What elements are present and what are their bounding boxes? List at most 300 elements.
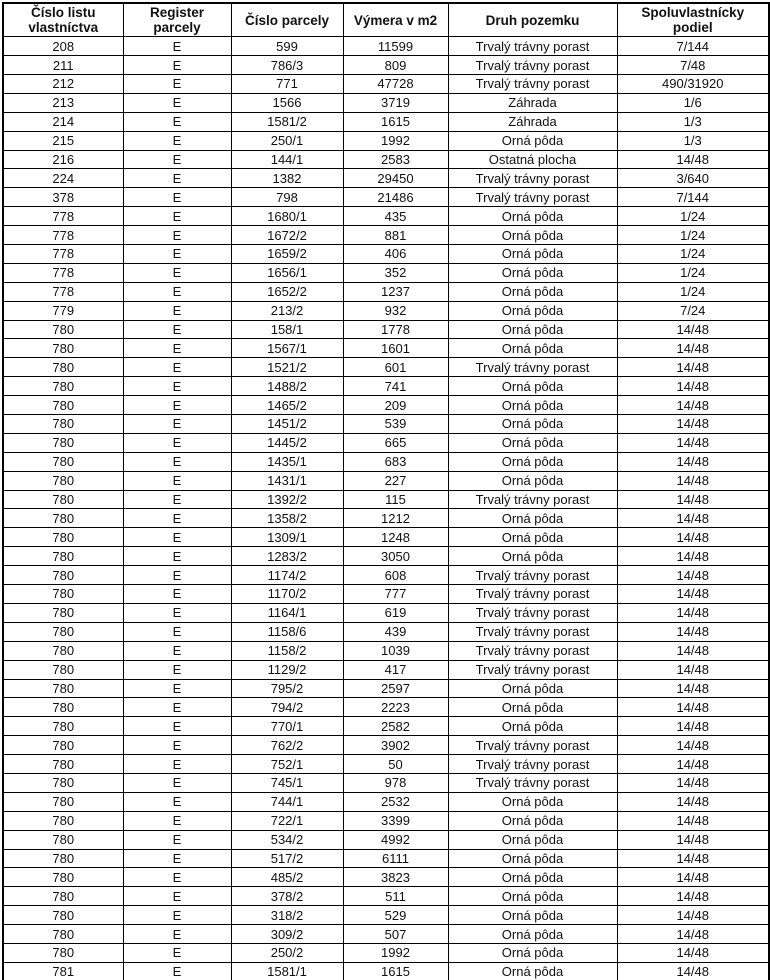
table-cell-register-parcely: E [123, 547, 231, 566]
table-cell-druh-pozemku: Orná pôda [448, 452, 617, 471]
table-cell-vymera-v-m2: 227 [343, 471, 448, 490]
table-row [3, 585, 769, 604]
table-cell-spoluvlastnicky-podiel: 1/3 [617, 112, 769, 131]
table-cell-cislo-parcely: 752/1 [231, 755, 343, 774]
table-body [3, 37, 769, 980]
table-cell-cislo-listu-vlastnictva: 780 [3, 679, 123, 698]
table-cell-cislo-listu-vlastnictva: 780 [3, 736, 123, 755]
table-cell-cislo-listu-vlastnictva: 780 [3, 528, 123, 547]
table-row [3, 490, 769, 509]
table-cell-spoluvlastnicky-podiel: 14/48 [617, 358, 769, 377]
table-cell-cislo-parcely: 1283/2 [231, 547, 343, 566]
table-row [3, 717, 769, 736]
table-cell-cislo-parcely: 485/2 [231, 868, 343, 887]
table-cell-register-parcely: E [123, 736, 231, 755]
table-row [3, 509, 769, 528]
table-row [3, 943, 769, 962]
table-row [3, 112, 769, 131]
table-cell-register-parcely: E [123, 131, 231, 150]
table-cell-vymera-v-m2: 539 [343, 415, 448, 434]
table-cell-cislo-listu-vlastnictva: 780 [3, 490, 123, 509]
table-cell-cislo-parcely: 1581/1 [231, 962, 343, 980]
table-row [3, 925, 769, 944]
table-cell-cislo-parcely: 770/1 [231, 717, 343, 736]
table-cell-cislo-listu-vlastnictva: 780 [3, 849, 123, 868]
table-cell-vymera-v-m2: 417 [343, 660, 448, 679]
table-cell-druh-pozemku: Orná pôda [448, 301, 617, 320]
table-cell-cislo-listu-vlastnictva: 779 [3, 301, 123, 320]
table-cell-cislo-parcely: 309/2 [231, 925, 343, 944]
table-cell-cislo-listu-vlastnictva: 780 [3, 792, 123, 811]
table-cell-cislo-parcely: 1521/2 [231, 358, 343, 377]
table-row [3, 245, 769, 264]
table-cell-cislo-listu-vlastnictva: 778 [3, 207, 123, 226]
table-cell-register-parcely: E [123, 641, 231, 660]
table-cell-vymera-v-m2: 406 [343, 245, 448, 264]
table-cell-druh-pozemku: Orná pôda [448, 433, 617, 452]
table-cell-cislo-listu-vlastnictva: 212 [3, 75, 123, 94]
table-cell-vymera-v-m2: 3399 [343, 811, 448, 830]
table-cell-spoluvlastnicky-podiel: 14/48 [617, 887, 769, 906]
table-cell-register-parcely: E [123, 188, 231, 207]
table-row [3, 849, 769, 868]
table-cell-spoluvlastnicky-podiel: 14/48 [617, 452, 769, 471]
table-cell-spoluvlastnicky-podiel: 7/48 [617, 56, 769, 75]
table-cell-spoluvlastnicky-podiel: 14/48 [617, 377, 769, 396]
column-header-spoluvlastnicky-podiel: Spoluvlastnícky podiel [617, 3, 769, 37]
table-cell-cislo-parcely: 1488/2 [231, 377, 343, 396]
table-cell-register-parcely: E [123, 509, 231, 528]
table-cell-register-parcely: E [123, 339, 231, 358]
table-cell-cislo-listu-vlastnictva: 780 [3, 585, 123, 604]
table-cell-cislo-parcely: 744/1 [231, 792, 343, 811]
table-cell-cislo-listu-vlastnictva: 780 [3, 566, 123, 585]
table-cell-vymera-v-m2: 439 [343, 622, 448, 641]
table-cell-vymera-v-m2: 50 [343, 755, 448, 774]
table-row [3, 660, 769, 679]
table-cell-druh-pozemku: Orná pôda [448, 717, 617, 736]
table-cell-cislo-listu-vlastnictva: 224 [3, 169, 123, 188]
table-cell-vymera-v-m2: 507 [343, 925, 448, 944]
table-cell-spoluvlastnicky-podiel: 14/48 [617, 736, 769, 755]
table-cell-vymera-v-m2: 2597 [343, 679, 448, 698]
table-cell-cislo-parcely: 795/2 [231, 679, 343, 698]
table-cell-druh-pozemku: Orná pôda [448, 868, 617, 887]
table-cell-vymera-v-m2: 665 [343, 433, 448, 452]
table-cell-vymera-v-m2: 115 [343, 490, 448, 509]
table-cell-register-parcely: E [123, 263, 231, 282]
table-cell-cislo-parcely: 1465/2 [231, 396, 343, 415]
table-cell-spoluvlastnicky-podiel: 7/144 [617, 188, 769, 207]
table-row [3, 603, 769, 622]
table-cell-cislo-parcely: 250/2 [231, 943, 343, 962]
table-cell-cislo-listu-vlastnictva: 208 [3, 37, 123, 56]
table-row [3, 811, 769, 830]
table-cell-register-parcely: E [123, 925, 231, 944]
table-row [3, 93, 769, 112]
table-cell-cislo-listu-vlastnictva: 780 [3, 660, 123, 679]
table-cell-vymera-v-m2: 1237 [343, 282, 448, 301]
table-cell-register-parcely: E [123, 396, 231, 415]
table-cell-register-parcely: E [123, 962, 231, 980]
table-row [3, 263, 769, 282]
table-row [3, 641, 769, 660]
table-cell-druh-pozemku: Trvalý trávny porast [448, 755, 617, 774]
table-cell-register-parcely: E [123, 585, 231, 604]
table-cell-register-parcely: E [123, 320, 231, 339]
table-cell-spoluvlastnicky-podiel: 14/48 [617, 320, 769, 339]
table-cell-druh-pozemku: Orná pôda [448, 811, 617, 830]
table-cell-cislo-parcely: 786/3 [231, 56, 343, 75]
table-cell-register-parcely: E [123, 37, 231, 56]
table-cell-spoluvlastnicky-podiel: 7/144 [617, 37, 769, 56]
table-cell-druh-pozemku: Orná pôda [448, 320, 617, 339]
table-cell-druh-pozemku: Orná pôda [448, 396, 617, 415]
table-row [3, 358, 769, 377]
table-cell-spoluvlastnicky-podiel: 14/48 [617, 433, 769, 452]
table-row [3, 169, 769, 188]
table-cell-cislo-parcely: 1309/1 [231, 528, 343, 547]
table-cell-cislo-parcely: 771 [231, 75, 343, 94]
table-cell-vymera-v-m2: 47728 [343, 75, 448, 94]
table-cell-cislo-parcely: 517/2 [231, 849, 343, 868]
table-cell-vymera-v-m2: 978 [343, 773, 448, 792]
table-cell-register-parcely: E [123, 830, 231, 849]
table-cell-druh-pozemku: Trvalý trávny porast [448, 358, 617, 377]
table-cell-vymera-v-m2: 435 [343, 207, 448, 226]
table-cell-cislo-listu-vlastnictva: 780 [3, 698, 123, 717]
table-cell-register-parcely: E [123, 528, 231, 547]
table-cell-spoluvlastnicky-podiel: 14/48 [617, 717, 769, 736]
table-row [3, 679, 769, 698]
column-header-register-parcely: Register parcely [123, 3, 231, 37]
table-cell-cislo-parcely: 1680/1 [231, 207, 343, 226]
table-cell-cislo-listu-vlastnictva: 780 [3, 641, 123, 660]
table-cell-spoluvlastnicky-podiel: 14/48 [617, 698, 769, 717]
table-cell-spoluvlastnicky-podiel: 490/31920 [617, 75, 769, 94]
table-cell-register-parcely: E [123, 112, 231, 131]
table-cell-druh-pozemku: Orná pôda [448, 925, 617, 944]
table-cell-druh-pozemku: Orná pôda [448, 226, 617, 245]
table-cell-cislo-listu-vlastnictva: 778 [3, 263, 123, 282]
table-cell-cislo-parcely: 1656/1 [231, 263, 343, 282]
table-row [3, 207, 769, 226]
table-cell-vymera-v-m2: 1778 [343, 320, 448, 339]
table-cell-spoluvlastnicky-podiel: 14/48 [617, 415, 769, 434]
table-cell-register-parcely: E [123, 811, 231, 830]
table-cell-register-parcely: E [123, 358, 231, 377]
table-cell-cislo-parcely: 1129/2 [231, 660, 343, 679]
table-cell-cislo-listu-vlastnictva: 780 [3, 868, 123, 887]
table-cell-vymera-v-m2: 511 [343, 887, 448, 906]
table-cell-cislo-listu-vlastnictva: 211 [3, 56, 123, 75]
table-cell-vymera-v-m2: 2583 [343, 150, 448, 169]
table-row [3, 471, 769, 490]
table-cell-register-parcely: E [123, 377, 231, 396]
table-cell-vymera-v-m2: 683 [343, 452, 448, 471]
table-row [3, 698, 769, 717]
table-cell-cislo-parcely: 745/1 [231, 773, 343, 792]
table-cell-vymera-v-m2: 601 [343, 358, 448, 377]
table-cell-druh-pozemku: Orná pôda [448, 849, 617, 868]
table-cell-druh-pozemku: Orná pôda [448, 887, 617, 906]
table-cell-druh-pozemku: Trvalý trávny porast [448, 641, 617, 660]
table-cell-spoluvlastnicky-podiel: 14/48 [617, 150, 769, 169]
table-cell-cislo-listu-vlastnictva: 780 [3, 943, 123, 962]
table-cell-cislo-parcely: 722/1 [231, 811, 343, 830]
table-cell-spoluvlastnicky-podiel: 14/48 [617, 679, 769, 698]
table-cell-spoluvlastnicky-podiel: 14/48 [617, 962, 769, 980]
table-row [3, 226, 769, 245]
table-cell-register-parcely: E [123, 849, 231, 868]
column-header-cislo-listu-vlastnictva: Číslo listu vlastníctva [3, 3, 123, 37]
table-cell-register-parcely: E [123, 415, 231, 434]
table-row [3, 792, 769, 811]
table-cell-druh-pozemku: Trvalý trávny porast [448, 773, 617, 792]
column-header-vymera-v-m2: Výmera v m2 [343, 3, 448, 37]
table-row [3, 830, 769, 849]
table-cell-druh-pozemku: Záhrada [448, 93, 617, 112]
table-cell-druh-pozemku: Orná pôda [448, 509, 617, 528]
table-cell-vymera-v-m2: 1248 [343, 528, 448, 547]
table-cell-druh-pozemku: Orná pôda [448, 245, 617, 264]
table-cell-spoluvlastnicky-podiel: 14/48 [617, 849, 769, 868]
table-cell-druh-pozemku: Trvalý trávny porast [448, 660, 617, 679]
table-cell-spoluvlastnicky-podiel: 14/48 [617, 566, 769, 585]
table-cell-cislo-listu-vlastnictva: 780 [3, 471, 123, 490]
table-cell-druh-pozemku: Orná pôda [448, 547, 617, 566]
table-cell-cislo-listu-vlastnictva: 213 [3, 93, 123, 112]
table-cell-druh-pozemku: Orná pôda [448, 377, 617, 396]
table-cell-druh-pozemku: Orná pôda [448, 207, 617, 226]
table-cell-spoluvlastnicky-podiel: 14/48 [617, 509, 769, 528]
table-cell-druh-pozemku: Orná pôda [448, 282, 617, 301]
table-cell-register-parcely: E [123, 245, 231, 264]
table-cell-vymera-v-m2: 209 [343, 396, 448, 415]
table-cell-spoluvlastnicky-podiel: 14/48 [617, 528, 769, 547]
table-cell-cislo-listu-vlastnictva: 780 [3, 603, 123, 622]
table-cell-druh-pozemku: Orná pôda [448, 471, 617, 490]
table-cell-cislo-parcely: 1164/1 [231, 603, 343, 622]
table-cell-spoluvlastnicky-podiel: 14/48 [617, 811, 769, 830]
table-cell-druh-pozemku: Trvalý trávny porast [448, 37, 617, 56]
table-row [3, 622, 769, 641]
table-cell-cislo-listu-vlastnictva: 780 [3, 811, 123, 830]
table-cell-spoluvlastnicky-podiel: 1/6 [617, 93, 769, 112]
table-cell-cislo-listu-vlastnictva: 780 [3, 320, 123, 339]
table-cell-cislo-listu-vlastnictva: 215 [3, 131, 123, 150]
table-cell-druh-pozemku: Trvalý trávny porast [448, 490, 617, 509]
table-row [3, 56, 769, 75]
table-cell-druh-pozemku: Orná pôda [448, 528, 617, 547]
table-cell-cislo-listu-vlastnictva: 780 [3, 547, 123, 566]
table-cell-spoluvlastnicky-podiel: 14/48 [617, 641, 769, 660]
table-cell-vymera-v-m2: 6111 [343, 849, 448, 868]
table-header-row [3, 3, 769, 37]
table-cell-register-parcely: E [123, 301, 231, 320]
table-cell-cislo-parcely: 158/1 [231, 320, 343, 339]
table-cell-vymera-v-m2: 2223 [343, 698, 448, 717]
table-row [3, 339, 769, 358]
table-cell-cislo-parcely: 1581/2 [231, 112, 343, 131]
table-cell-spoluvlastnicky-podiel: 1/24 [617, 226, 769, 245]
table-cell-cislo-parcely: 534/2 [231, 830, 343, 849]
table-cell-register-parcely: E [123, 452, 231, 471]
table-cell-cislo-parcely: 1170/2 [231, 585, 343, 604]
table-cell-spoluvlastnicky-podiel: 14/48 [617, 943, 769, 962]
table-cell-vymera-v-m2: 529 [343, 906, 448, 925]
table-cell-spoluvlastnicky-podiel: 3/640 [617, 169, 769, 188]
land-parcel-ownership-table [2, 2, 770, 980]
table-cell-register-parcely: E [123, 887, 231, 906]
table-cell-spoluvlastnicky-podiel: 1/24 [617, 207, 769, 226]
table-cell-druh-pozemku: Trvalý trávny porast [448, 585, 617, 604]
table-cell-vymera-v-m2: 29450 [343, 169, 448, 188]
table-cell-cislo-listu-vlastnictva: 780 [3, 415, 123, 434]
table-row [3, 962, 769, 980]
table-cell-spoluvlastnicky-podiel: 14/48 [617, 585, 769, 604]
table-cell-cislo-parcely: 798 [231, 188, 343, 207]
table-row [3, 887, 769, 906]
table-cell-druh-pozemku: Orná pôda [448, 943, 617, 962]
table-cell-cislo-parcely: 1382 [231, 169, 343, 188]
table-row [3, 75, 769, 94]
table-row [3, 736, 769, 755]
table-cell-druh-pozemku: Trvalý trávny porast [448, 622, 617, 641]
table-cell-cislo-parcely: 1174/2 [231, 566, 343, 585]
table-cell-cislo-listu-vlastnictva: 778 [3, 282, 123, 301]
table-cell-cislo-parcely: 762/2 [231, 736, 343, 755]
table-row [3, 396, 769, 415]
table-cell-cislo-listu-vlastnictva: 780 [3, 358, 123, 377]
table-row [3, 282, 769, 301]
table-cell-register-parcely: E [123, 622, 231, 641]
table-cell-register-parcely: E [123, 490, 231, 509]
table-cell-register-parcely: E [123, 471, 231, 490]
table-cell-spoluvlastnicky-podiel: 14/48 [617, 792, 769, 811]
table-cell-spoluvlastnicky-podiel: 14/48 [617, 603, 769, 622]
table-cell-cislo-parcely: 1158/2 [231, 641, 343, 660]
table-header [3, 3, 769, 37]
table-cell-spoluvlastnicky-podiel: 14/48 [617, 547, 769, 566]
table-cell-register-parcely: E [123, 226, 231, 245]
table-cell-spoluvlastnicky-podiel: 1/24 [617, 263, 769, 282]
table-cell-druh-pozemku: Trvalý trávny porast [448, 169, 617, 188]
table-cell-register-parcely: E [123, 943, 231, 962]
table-cell-register-parcely: E [123, 679, 231, 698]
table-cell-vymera-v-m2: 4992 [343, 830, 448, 849]
table-cell-druh-pozemku: Trvalý trávny porast [448, 75, 617, 94]
table-cell-spoluvlastnicky-podiel: 14/48 [617, 755, 769, 774]
table-row [3, 906, 769, 925]
table-row [3, 566, 769, 585]
table-cell-register-parcely: E [123, 169, 231, 188]
table-cell-vymera-v-m2: 3902 [343, 736, 448, 755]
table-row [3, 773, 769, 792]
table-cell-register-parcely: E [123, 150, 231, 169]
table-row [3, 433, 769, 452]
table-cell-cislo-parcely: 144/1 [231, 150, 343, 169]
table-cell-spoluvlastnicky-podiel: 14/48 [617, 925, 769, 944]
table-cell-cislo-parcely: 378/2 [231, 887, 343, 906]
table-cell-cislo-parcely: 1659/2 [231, 245, 343, 264]
table-cell-register-parcely: E [123, 773, 231, 792]
table-cell-cislo-listu-vlastnictva: 780 [3, 396, 123, 415]
table-cell-spoluvlastnicky-podiel: 14/48 [617, 396, 769, 415]
table-cell-cislo-listu-vlastnictva: 216 [3, 150, 123, 169]
table-cell-spoluvlastnicky-podiel: 7/24 [617, 301, 769, 320]
table-cell-spoluvlastnicky-podiel: 14/48 [617, 471, 769, 490]
table-cell-cislo-parcely: 1566 [231, 93, 343, 112]
column-header-druh-pozemku: Druh pozemku [448, 3, 617, 37]
table-cell-register-parcely: E [123, 717, 231, 736]
table-cell-druh-pozemku: Trvalý trávny porast [448, 188, 617, 207]
table-cell-druh-pozemku: Trvalý trávny porast [448, 56, 617, 75]
table-cell-register-parcely: E [123, 906, 231, 925]
table-cell-spoluvlastnicky-podiel: 14/48 [617, 490, 769, 509]
table-cell-cislo-listu-vlastnictva: 780 [3, 433, 123, 452]
table-cell-cislo-parcely: 1392/2 [231, 490, 343, 509]
table-cell-cislo-listu-vlastnictva: 780 [3, 377, 123, 396]
table-cell-cislo-parcely: 1358/2 [231, 509, 343, 528]
table-row [3, 547, 769, 566]
table-cell-vymera-v-m2: 619 [343, 603, 448, 622]
table-cell-cislo-parcely: 1431/1 [231, 471, 343, 490]
table-cell-register-parcely: E [123, 207, 231, 226]
table-cell-register-parcely: E [123, 56, 231, 75]
table-cell-druh-pozemku: Orná pôda [448, 679, 617, 698]
table-cell-cislo-parcely: 318/2 [231, 906, 343, 925]
table-cell-spoluvlastnicky-podiel: 14/48 [617, 830, 769, 849]
table-cell-register-parcely: E [123, 755, 231, 774]
table-cell-cislo-parcely: 1567/1 [231, 339, 343, 358]
table-row [3, 452, 769, 471]
table-row [3, 188, 769, 207]
table-row [3, 150, 769, 169]
table-cell-druh-pozemku: Trvalý trávny porast [448, 603, 617, 622]
table-row [3, 131, 769, 150]
table-cell-register-parcely: E [123, 868, 231, 887]
table-cell-register-parcely: E [123, 603, 231, 622]
table-cell-spoluvlastnicky-podiel: 14/48 [617, 622, 769, 641]
table-cell-register-parcely: E [123, 282, 231, 301]
table-cell-cislo-listu-vlastnictva: 780 [3, 622, 123, 641]
table-cell-cislo-listu-vlastnictva: 780 [3, 755, 123, 774]
table-cell-vymera-v-m2: 1039 [343, 641, 448, 660]
table-cell-spoluvlastnicky-podiel: 14/48 [617, 660, 769, 679]
table-row [3, 755, 769, 774]
table-cell-vymera-v-m2: 1992 [343, 943, 448, 962]
table-cell-druh-pozemku: Orná pôda [448, 962, 617, 980]
table-cell-register-parcely: E [123, 75, 231, 94]
table-cell-vymera-v-m2: 777 [343, 585, 448, 604]
table-cell-register-parcely: E [123, 433, 231, 452]
table-cell-spoluvlastnicky-podiel: 1/24 [617, 282, 769, 301]
table-row [3, 528, 769, 547]
table-cell-druh-pozemku: Orná pôda [448, 906, 617, 925]
table-cell-vymera-v-m2: 1615 [343, 962, 448, 980]
column-header-cislo-parcely: Číslo parcely [231, 3, 343, 37]
table-cell-druh-pozemku: Záhrada [448, 112, 617, 131]
table-cell-cislo-listu-vlastnictva: 780 [3, 830, 123, 849]
table-cell-cislo-parcely: 250/1 [231, 131, 343, 150]
table-cell-cislo-parcely: 213/2 [231, 301, 343, 320]
table-cell-vymera-v-m2: 608 [343, 566, 448, 585]
table-cell-cislo-parcely: 1158/6 [231, 622, 343, 641]
table-cell-cislo-listu-vlastnictva: 214 [3, 112, 123, 131]
table-row [3, 320, 769, 339]
table-cell-cislo-listu-vlastnictva: 780 [3, 773, 123, 792]
